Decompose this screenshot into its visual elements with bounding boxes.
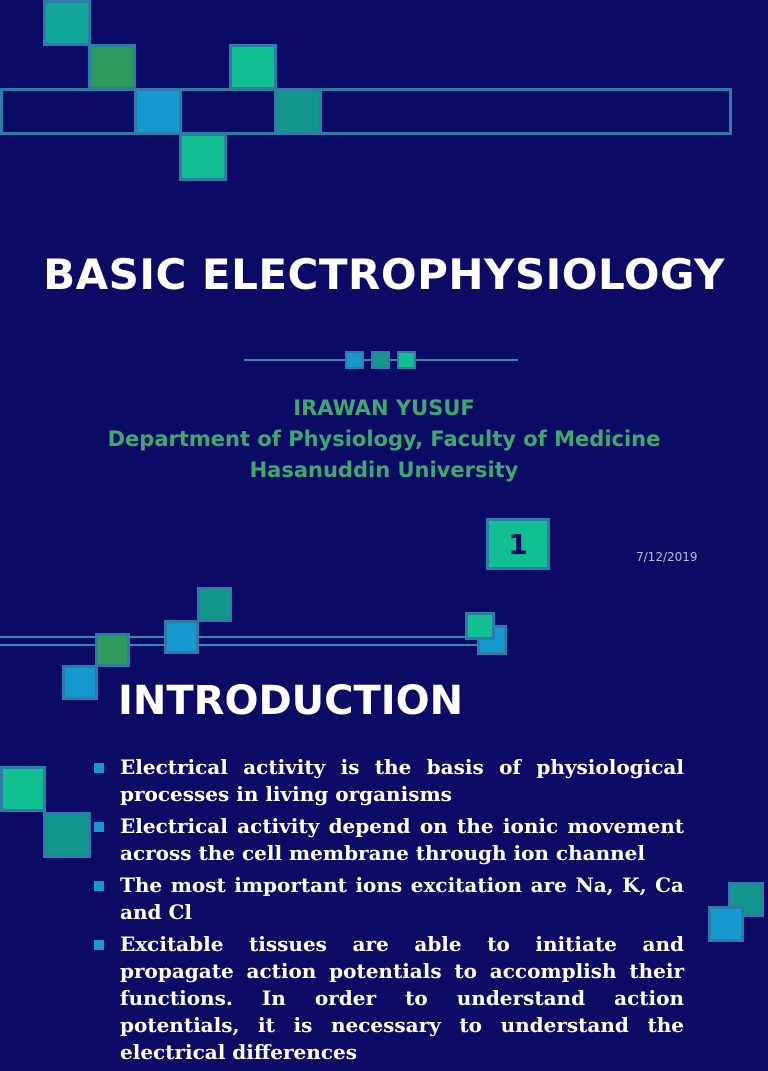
deco-square [179, 133, 227, 181]
author-university: Hasanuddin University [249, 458, 519, 482]
square-bullet-icon [94, 940, 104, 950]
deco-square [95, 633, 130, 667]
deco-square [88, 44, 136, 90]
bullet-list [92, 754, 684, 1071]
bullet-text: Electrical activity depend on the ionic movement across the cell membrane through ion channel [120, 814, 684, 865]
deco-square [62, 665, 98, 700]
deco-square [43, 0, 91, 46]
slide-number: 1 [486, 518, 550, 570]
deco-line [0, 644, 490, 646]
deco-bar-frame [0, 88, 732, 135]
bullet-item [92, 931, 684, 1066]
bullet-item [92, 754, 684, 808]
divider-square [397, 351, 416, 369]
deco-square [164, 620, 199, 654]
author-department: Department of Physiology, Faculty of Medicine [107, 427, 661, 451]
slide-date: 7/12/2019 [636, 550, 698, 564]
deco-line [0, 636, 490, 638]
author-name: IRAWAN YUSUF [293, 396, 475, 420]
divider-square [345, 351, 364, 369]
deco-square [465, 612, 495, 640]
square-bullet-icon [94, 881, 104, 891]
deco-square [0, 766, 46, 812]
deco-square [708, 906, 744, 942]
bullet-text: The most important ions excitation are Na, K, Ca and Cl [120, 873, 684, 924]
deco-square [134, 88, 182, 135]
bullet-text: Excitable tissues are able to initiate and propagate action potentials to accomplish their functions. In order to understand action potentials, it is necessary to understand the electrical differences [120, 932, 684, 1064]
slide-title: BASIC ELECTROPHYSIOLOGY [43, 250, 725, 299]
slide-title: INTRODUCTION [118, 678, 464, 724]
bullet-item [92, 872, 684, 926]
deco-square [197, 587, 232, 622]
square-bullet-icon [94, 822, 104, 832]
bullet-text: Electrical activity is the basis of physiological processes in living organisms [120, 755, 684, 806]
content-slide [0, 580, 768, 1064]
deco-square [274, 88, 322, 135]
square-bullet-icon [94, 763, 104, 773]
deco-square [43, 812, 91, 858]
divider-square [371, 351, 390, 369]
deco-square [229, 44, 277, 90]
bullet-item [92, 813, 684, 867]
